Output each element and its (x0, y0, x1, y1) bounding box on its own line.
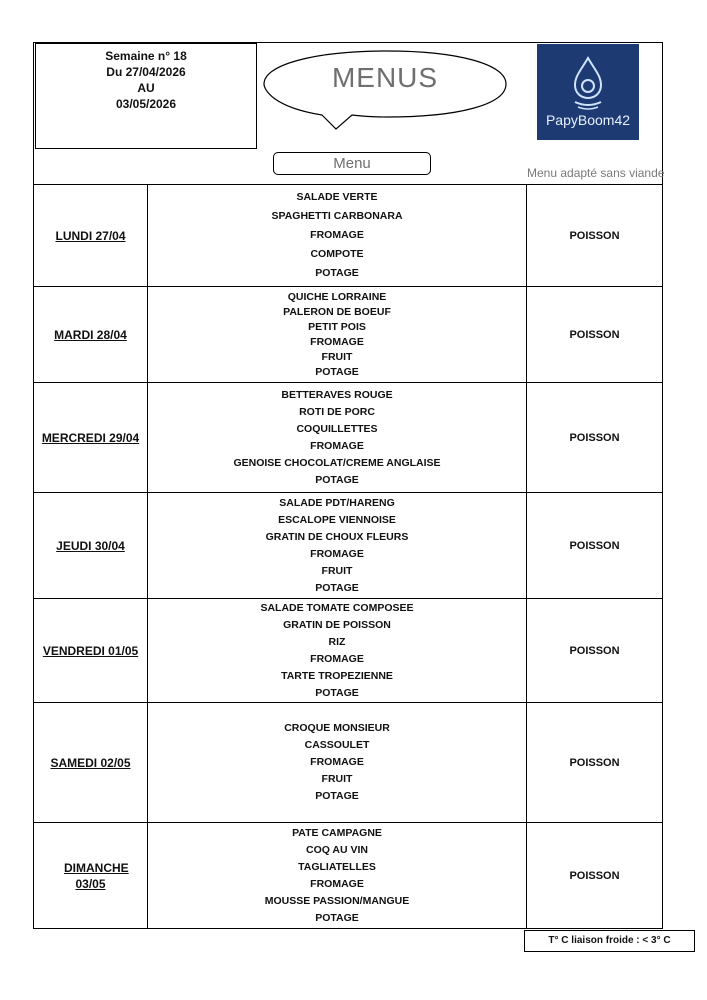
dish-item: POTAGE (315, 911, 359, 924)
menu-row (34, 599, 663, 703)
alt-dish: POISSON (527, 185, 663, 287)
week-number: Semaine n° 18 (105, 49, 187, 63)
menu-row (34, 383, 663, 493)
dish-item: FROMAGE (310, 335, 364, 348)
alt-menu-header: Menu adapté sans viande (527, 166, 665, 180)
menu-row (34, 287, 663, 383)
dish-item: FRUIT (321, 350, 353, 363)
dish-item: MOUSSE PASSION/MANGUE (264, 894, 410, 907)
day-label: MARDI 28/04 (34, 287, 148, 383)
dish-item: COMPOTE (310, 248, 364, 260)
dish-item: FROMAGE (310, 439, 364, 452)
dish-item: FRUIT (321, 773, 353, 785)
page-title: MENUS (331, 62, 439, 93)
week-end: 03/05/2026 (115, 97, 177, 111)
dish-list (148, 287, 527, 383)
logo (537, 44, 639, 140)
dish-item: PETIT POIS (308, 320, 366, 333)
dish-item: FROMAGE (310, 229, 364, 241)
dish-item: RIZ (328, 635, 346, 648)
week-info-box (35, 43, 257, 149)
alt-dish: POISSON (527, 493, 663, 599)
dish-item: FRUIT (321, 564, 353, 577)
dish-item: TAGLIATELLES (298, 860, 376, 873)
dish-list (148, 383, 527, 493)
dish-item: COQUILLETTES (296, 422, 378, 435)
dish-item: SALADE VERTE (296, 191, 378, 203)
dish-item: CASSOULET (304, 739, 370, 751)
day-label: VENDREDI 01/05 (34, 599, 148, 703)
dish-item: QUICHE LORRAINE (287, 290, 387, 303)
dish-list (148, 703, 527, 823)
dish-list (148, 493, 527, 599)
dish-item: SALADE TOMATE COMPOSEE (260, 601, 414, 614)
dish-item: SALADE PDT/HARENG (279, 496, 395, 509)
dish-item: GRATIN DE POISSON (283, 618, 391, 631)
alt-dish: POISSON (527, 599, 663, 703)
alt-dish: POISSON (527, 287, 663, 383)
week-to: AU (137, 81, 155, 95)
day-label: SAMEDI 02/05 (34, 703, 148, 823)
dish-item: POTAGE (315, 365, 359, 378)
dish-list (148, 185, 527, 287)
dish-item: POTAGE (315, 473, 359, 486)
dish-item: POTAGE (315, 581, 359, 594)
alt-dish: POISSON (527, 703, 663, 823)
dish-item: TARTE TROPEZIENNE (281, 669, 393, 682)
menu-row (34, 823, 663, 929)
weekly-menu-table (33, 184, 663, 929)
alt-dish: POISSON (527, 383, 663, 493)
dish-item: POTAGE (315, 790, 359, 802)
menu-column-label: Menu (273, 152, 431, 175)
dish-item: FROMAGE (310, 652, 364, 665)
menu-row (34, 703, 663, 823)
dish-item: GENOISE CHOCOLAT/CREME ANGLAISE (233, 456, 441, 469)
day-label: LUNDI 27/04 (34, 185, 148, 287)
dish-list (148, 823, 527, 929)
menu-row (34, 185, 663, 287)
dish-item: PALERON DE BOEUF (283, 305, 391, 318)
day-label: MERCREDI 29/04 (34, 383, 148, 493)
dish-item: FROMAGE (310, 877, 364, 890)
dish-item: BETTERAVES ROUGE (281, 388, 393, 401)
dish-item: SPAGHETTI CARBONARA (271, 210, 403, 222)
menu-row (34, 493, 663, 599)
day-label: DIMANCHE 03/05 (34, 823, 148, 929)
temperature-note: T° C liaison froide : < 3° C (524, 930, 695, 952)
dish-item: POTAGE (315, 686, 359, 699)
dish-item: GRATIN DE CHOUX FLEURS (265, 530, 409, 543)
logo-text: PapyBoom42 (545, 112, 631, 128)
dish-item: FROMAGE (310, 756, 364, 768)
dish-item: FROMAGE (310, 547, 364, 560)
dish-item: POTAGE (315, 267, 359, 279)
dish-item: COQ AU VIN (305, 843, 369, 856)
dish-list (148, 599, 527, 703)
water-drop-icon (537, 44, 639, 114)
week-start: Du 27/04/2026 (106, 65, 186, 79)
dish-item: ESCALOPE VIENNOISE (278, 513, 396, 526)
dish-item: PATE CAMPAGNE (292, 826, 382, 839)
alt-dish: POISSON (527, 823, 663, 929)
dish-item: ROTI DE PORC (299, 405, 375, 418)
dish-item: CROQUE MONSIEUR (284, 722, 390, 734)
day-label: JEUDI 30/04 (34, 493, 148, 599)
